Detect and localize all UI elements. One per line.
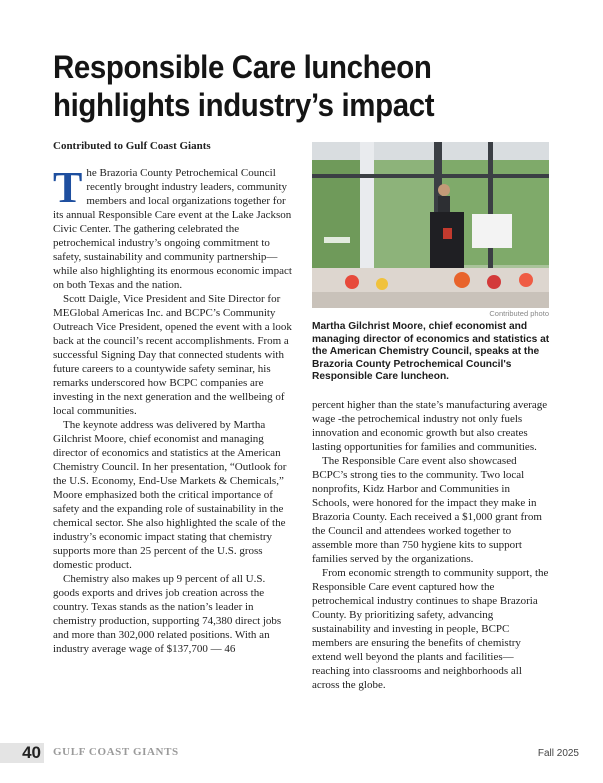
article-paragraph: Chemistry also makes up 9 percent of all U.S. goods exports and drives job creation across the country. Texas stands as the nation’s leader in chemistry production, supporting 74,380 direct jobs and more than 302,000 related positions. With an industry average wage of $137,700 — 46 [53,573,282,655]
article-column-left [53,163,292,656]
article-paragraph: From economic strength to community support, the Responsible Care event captured how the petrochemical industry continues to shape Brazoria County. By prioritizing safety, advancing sustainability and investing in people, BCPC members are ensuring the benefits of chemistry extend well beyond the plants and facilities—reaching into classrooms and neighborhoods all across the globe. [312,567,549,691]
paragraph-text: he Brazoria County Petrochemical Council recently brought industry leaders, community members and local organizations together for its annual Responsible Care event at the Lake Jackson Civic Center. The gathering celebrated the petrochemical industry’s ongoing commitment to safety, sustainability and community partnership—while also highlighting its enormous economic impact on both Texas and the nation. [53,167,292,291]
article-byline: Contributed to Gulf Coast Giants [53,140,211,152]
article-paragraph [53,163,292,292]
article-paragraph: The Responsible Care event also showcased BCPC’s strong ties to the community. Two local nonprofits, Kidz Harbor and Communities in Schools, were honored for the impact they make in Brazoria County. Each received a $1,000 grant from the Council and attendees worked together to assemble more than 750 hygiene kits to support families served by the organizations. [312,455,542,565]
event-photo [312,142,549,308]
page-number: 40 [0,743,44,763]
magazine-name: GULF COAST GIANTS [53,746,179,758]
article-paragraph: Scott Daigle, Vice President and Site Director for MEGlobal Americas Inc. and BCPC’s Community Outreach Vice President, opened the event with a look back at the council’s recent accomplishments. From a successful Signing Day that connected students with future careers to a countywide safety seminar, his remarks underscored how BCPC companies are investing in the next generation and the wellbeing of local communities. [53,293,292,417]
article-paragraph: The keynote address was delivered by Martha Gilchrist Moore, chief economist and managing director of economics and statistics at the American Chemistry Council. In her presentation, “Outlook for the U.S. Economy, End-Use Markets & Chemicals,” Moore emphasized both the critical importance of safety and the expanding role of sustainability in the chemical sector. She also highlighted the scale of the industry’s economic impact stating that chemistry supports more than 25 percent of the U.S. gross domestic product. [53,419,287,571]
article-column-right [312,398,550,692]
article-headline: Responsible Care luncheon highlights industry’s impact [53,49,435,123]
article-paragraph: percent higher than the state’s manufacturing average wage -the petrochemical industry not only fuels innovation and economic growth but also creates lasting opportunities for families and communities. [312,399,548,453]
photo-caption: Martha Gilchrist Moore, chief economist and managing director of economics and statistics at the American Chemistry Council, speaks at the Brazoria County Petrochemical Council's Responsible Care luncheon. [312,321,550,383]
issue-date: Fall 2025 [537,748,579,759]
photo-credit: Contributed photo [489,309,549,318]
drop-cap: T [53,163,83,212]
event-photo-illustration [312,142,549,308]
